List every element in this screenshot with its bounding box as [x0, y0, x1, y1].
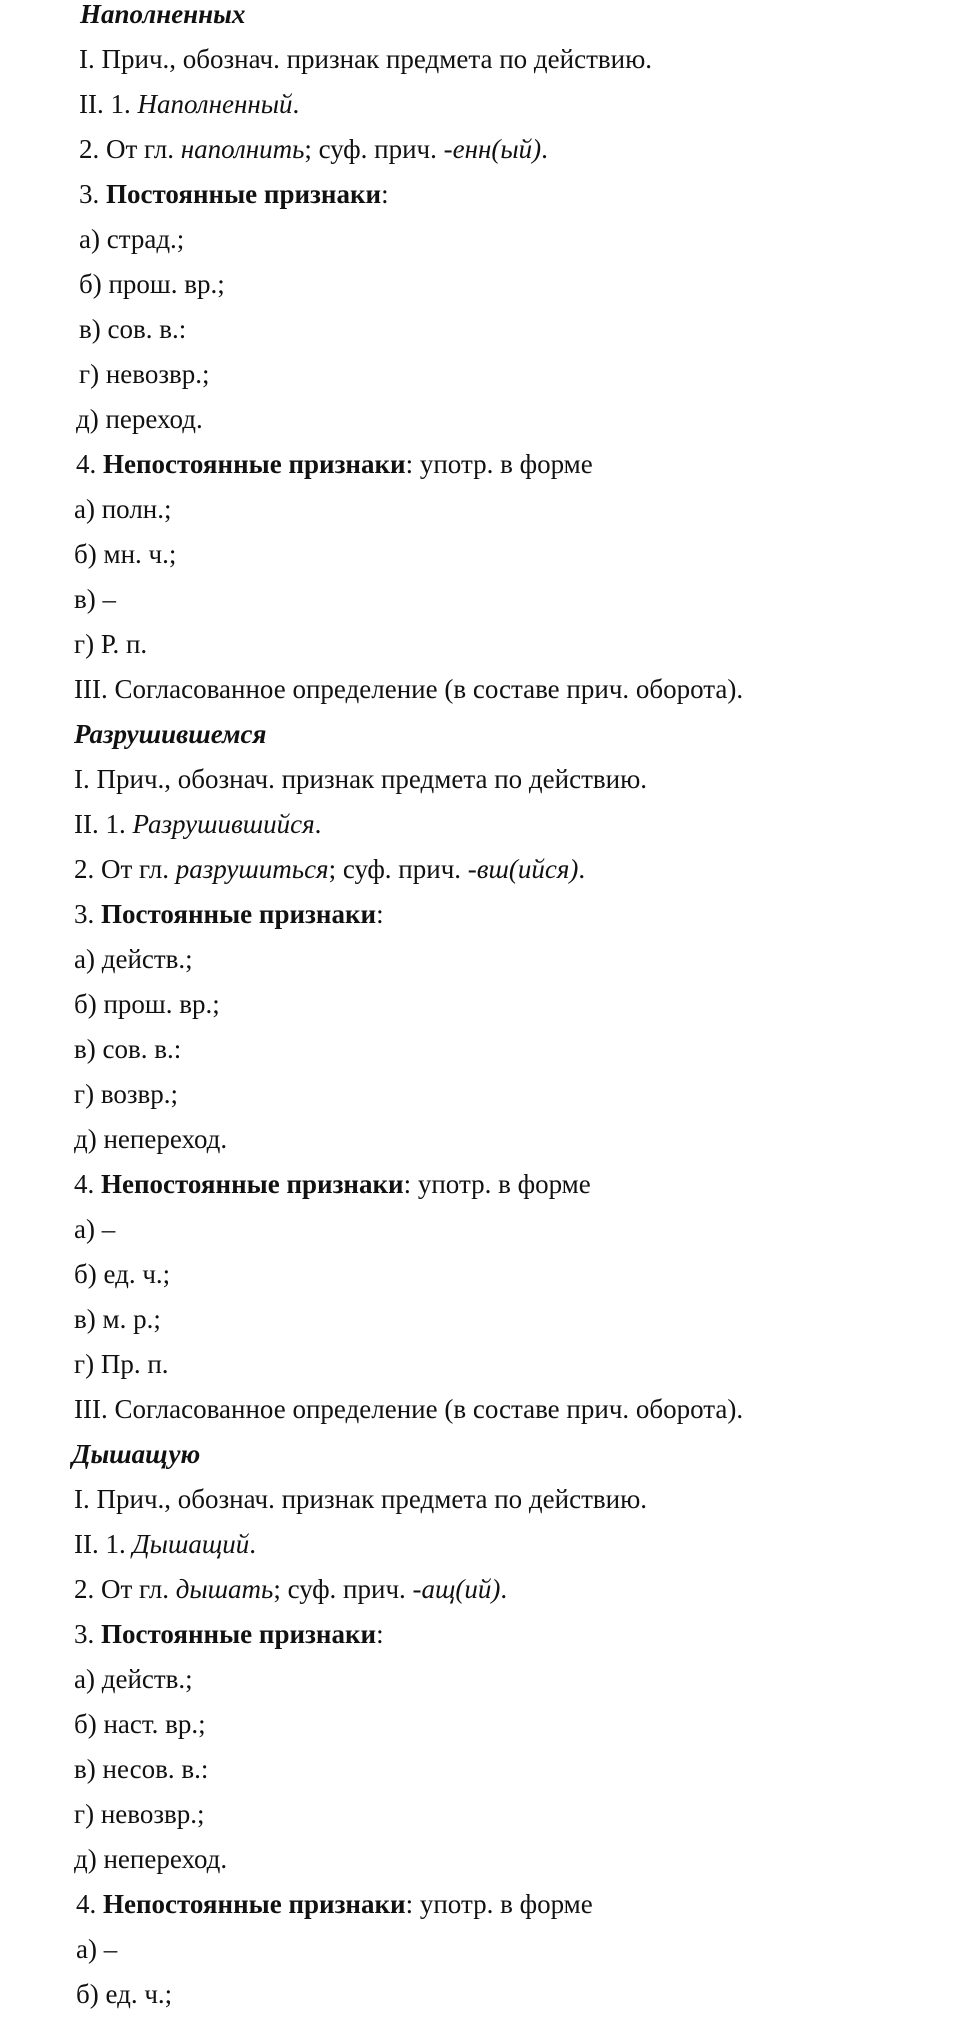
participle-suffix: вш(ийся): [476, 854, 579, 884]
source-verb: наполнить: [180, 134, 305, 164]
constant-feature-item: д) переход.: [76, 404, 203, 434]
constant-feature-item: а) страд.;: [79, 224, 185, 254]
constant-feature-item: а) действ.;: [74, 944, 193, 974]
derivation-line: 2. От гл. наполнить; суф. прич. -енн(ый).: [79, 134, 548, 164]
variable-feature-item: б) мн. ч.;: [74, 539, 177, 569]
initial-form-line: II. 1. Разрушившийся.: [74, 809, 322, 839]
initial-form-word: Разрушившийся: [132, 809, 315, 839]
constant-feature-item: б) прош. вр.;: [79, 269, 225, 299]
variable-features-header: 4. Непостоянные признаки: употр. в форме: [76, 449, 593, 479]
participle-suffix: ащ(ий): [421, 1574, 501, 1604]
variable-features-header: 4. Непостоянные признаки: употр. в форме: [74, 1169, 591, 1199]
section-heading: Наполненных: [80, 0, 246, 29]
variable-feature-item: в) –: [74, 584, 116, 614]
part-iii-line: III. Согласованное определение (в составе прич. оборота).: [74, 1394, 744, 1424]
constant-feature-item: в) сов. в.:: [74, 1034, 182, 1064]
constant-features-header: 3. Постоянные признаки:: [79, 179, 389, 209]
constant-features-header: 3. Постоянные признаки:: [74, 1619, 384, 1649]
part-i-line: I. Прич., обознач. признак предмета по действию.: [74, 1484, 647, 1514]
constant-feature-item: д) непереход.: [74, 1844, 228, 1874]
constant-feature-item: г) возвр.;: [74, 1079, 179, 1109]
constant-feature-item: а) действ.;: [74, 1664, 193, 1694]
variable-feature-item: г) Р. п.: [74, 629, 148, 659]
variable-feature-item: г) Пр. п.: [74, 1349, 169, 1379]
initial-form-word: Дышащий: [132, 1529, 250, 1559]
variable-features-header: 4. Непостоянные признаки: употр. в форме: [76, 1889, 593, 1919]
initial-form-line: II. 1. Дышащий.: [74, 1529, 256, 1559]
section-heading: Разрушившемся: [74, 719, 267, 749]
constant-feature-item: в) сов. в.:: [79, 314, 187, 344]
participle-suffix: енн(ый): [452, 134, 542, 164]
source-verb: разрушиться: [175, 854, 329, 884]
part-i-line: I. Прич., обознач. признак предмета по действию.: [79, 44, 652, 74]
variable-feature-item: а) –: [76, 1934, 118, 1964]
constant-feature-item: г) невозвр.;: [79, 359, 210, 389]
variable-feature-item: б) ед. ч.;: [74, 1259, 171, 1289]
variable-feature-item: а) полн.;: [74, 494, 172, 524]
part-i-line: I. Прич., обознач. признак предмета по действию.: [74, 764, 647, 794]
part-iii-line: III. Согласованное определение (в составе прич. оборота).: [74, 674, 744, 704]
source-verb: дышать: [175, 1574, 274, 1604]
constant-feature-item: д) непереход.: [74, 1124, 228, 1154]
constant-feature-item: в) несов. в.:: [74, 1754, 209, 1784]
variable-feature-item: б) ед. ч.;: [76, 1979, 173, 2009]
derivation-line: 2. От гл. разрушиться; суф. прич. -вш(ийся).: [74, 854, 586, 884]
initial-form-word: Наполненный: [137, 89, 293, 119]
constant-features-header: 3. Постоянные признаки:: [74, 899, 384, 929]
constant-feature-item: б) прош. вр.;: [74, 989, 220, 1019]
section-heading: Дышащую: [72, 1439, 201, 1469]
derivation-line: 2. От гл. дышать; суф. прич. -ащ(ий).: [74, 1574, 508, 1604]
constant-feature-item: г) невозвр.;: [74, 1799, 205, 1829]
constant-feature-item: б) наст. вр.;: [74, 1709, 206, 1739]
variable-feature-item: в) м. р.;: [74, 1304, 161, 1334]
initial-form-line: II. 1. Наполненный.: [79, 89, 300, 119]
variable-feature-item: а) –: [74, 1214, 116, 1244]
